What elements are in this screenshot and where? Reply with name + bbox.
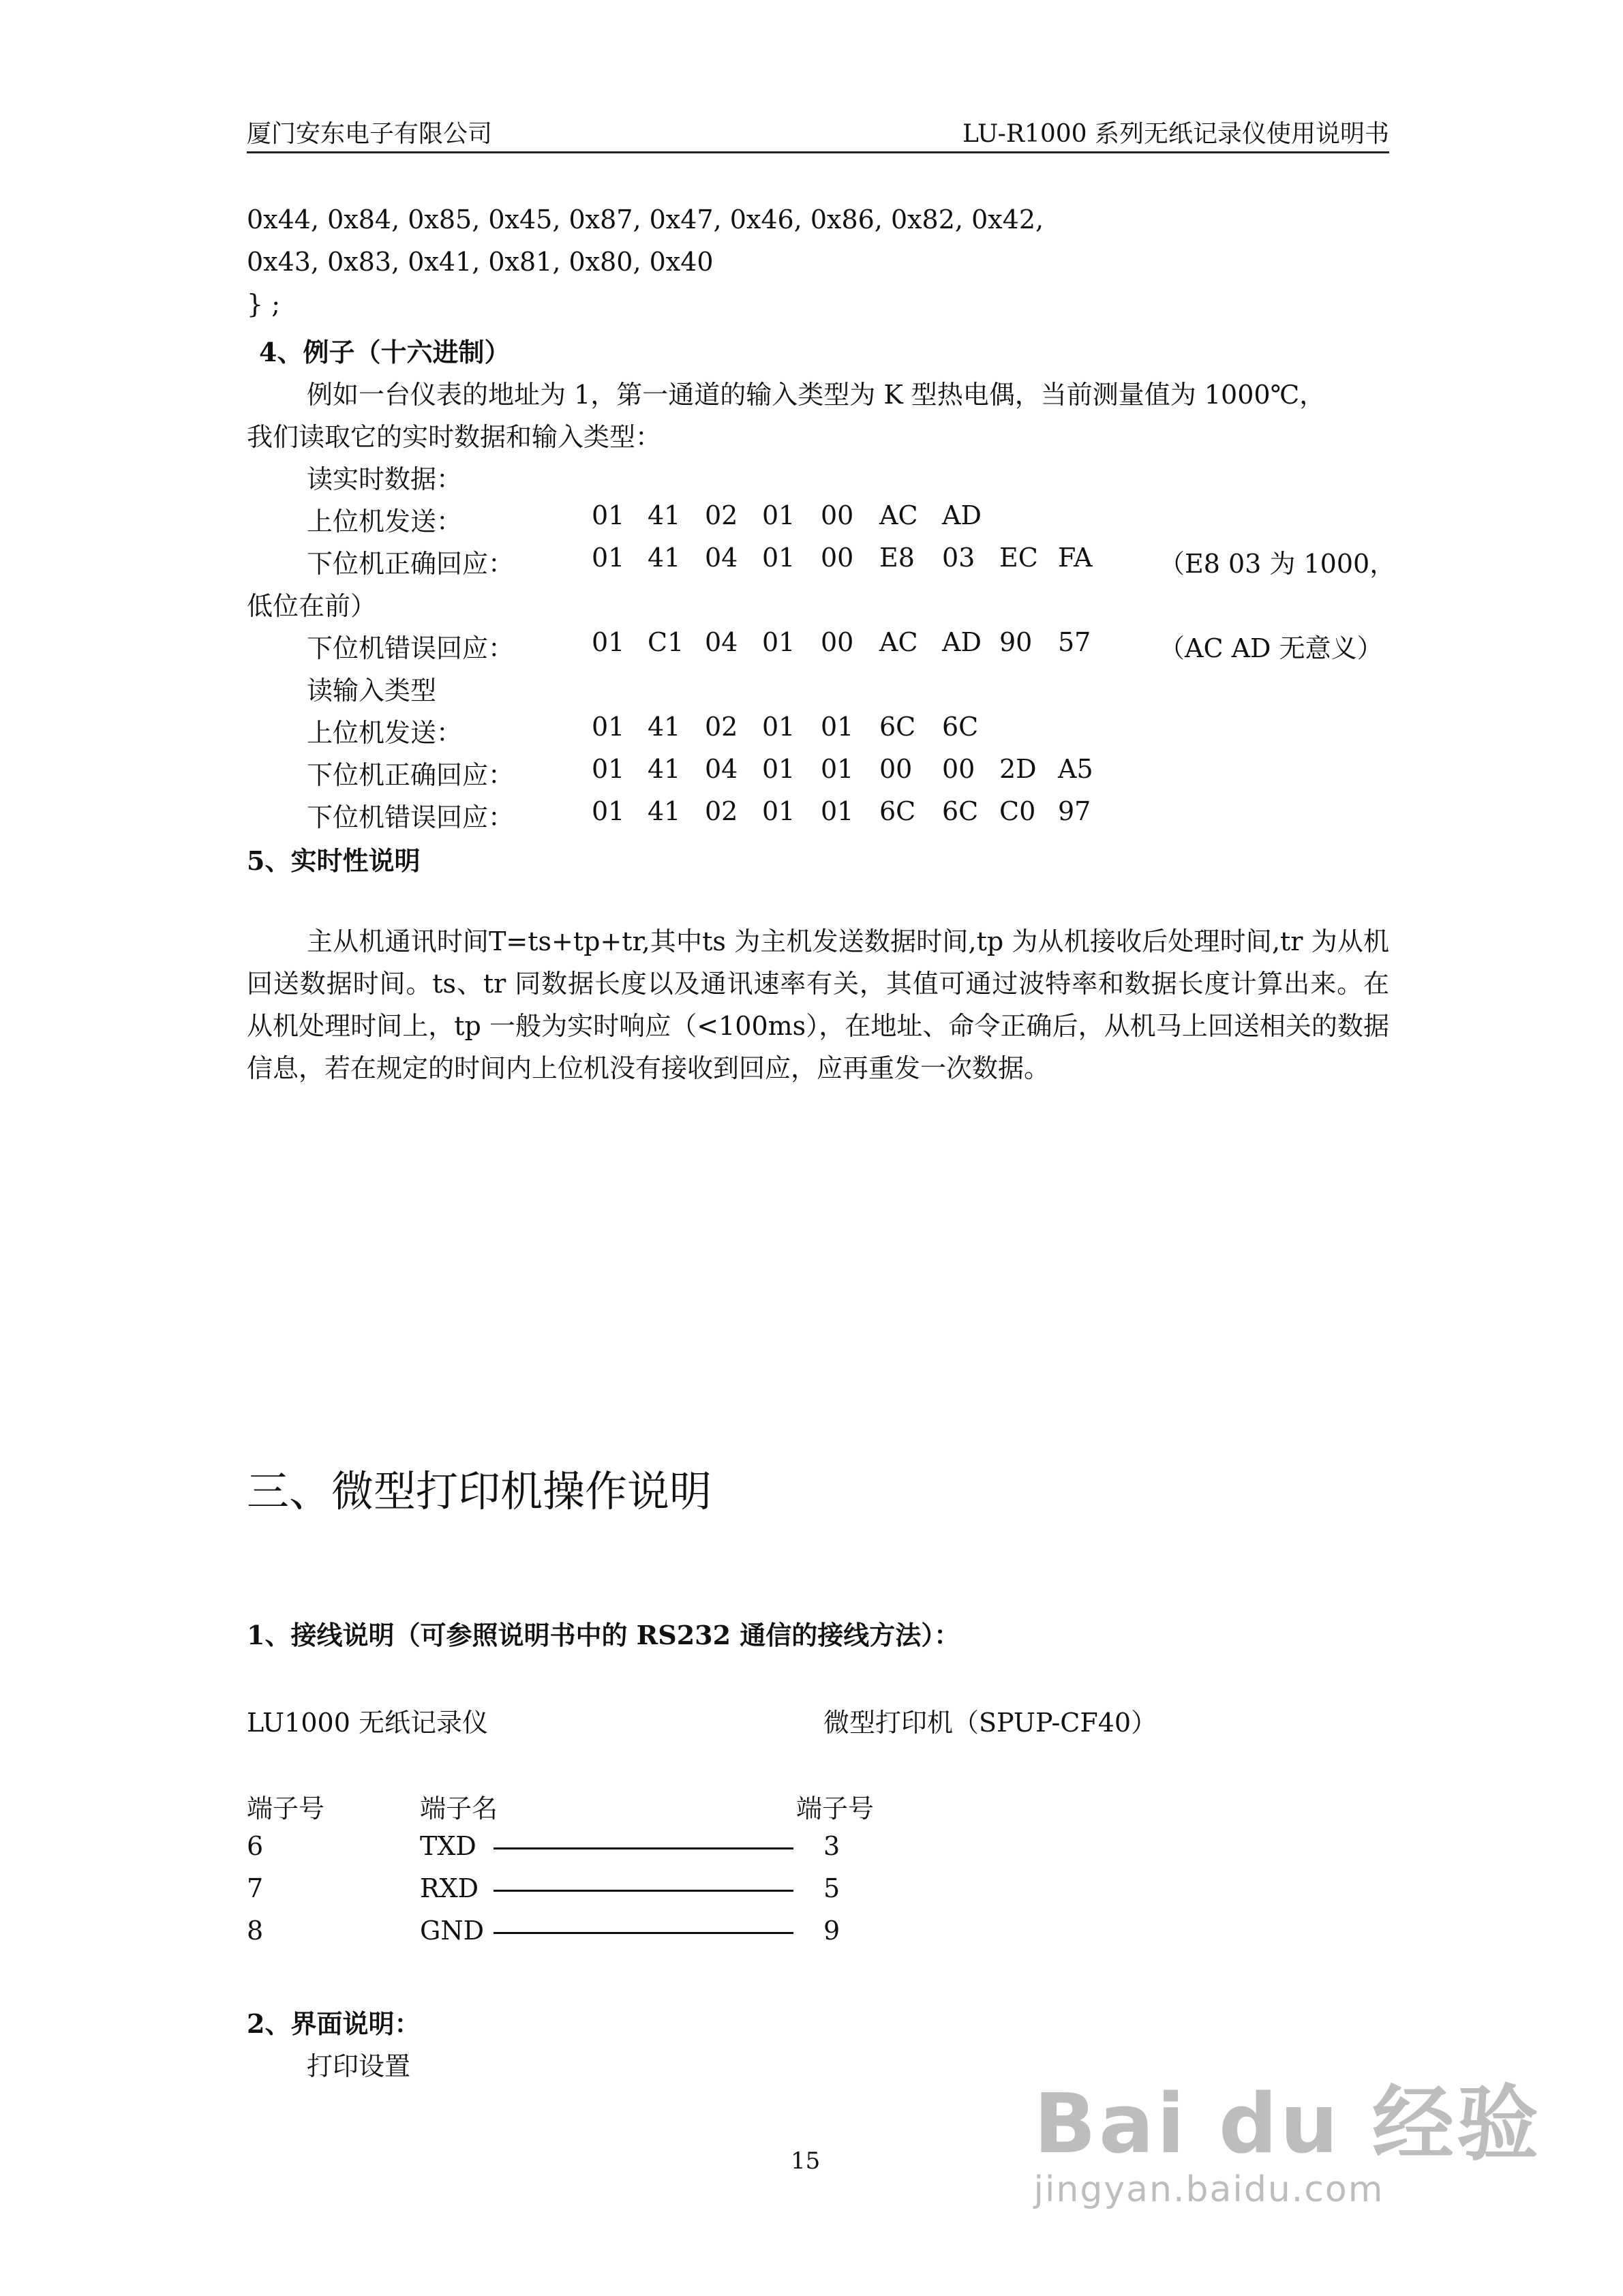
wire-signal-name: TXD: [420, 1831, 476, 1861]
hex-byte: 01: [762, 500, 795, 530]
right-device: 微型打印机（SPUP-CF40）: [823, 1708, 1157, 1738]
hex-byte: 04: [705, 627, 738, 657]
interface-item: 打印设置: [307, 2051, 411, 2081]
example-intro-line1: 例如一台仪表的地址为 1，第一通道的输入类型为 K 型热电偶，当前测量值为 1000℃，: [307, 380, 1326, 410]
example-heading: 4、例子（十六进制）: [259, 337, 511, 367]
hex-byte: 6C: [942, 796, 979, 826]
realtime-heading: 5、实时性说明: [247, 845, 421, 876]
hex-byte: 01: [592, 500, 625, 530]
hex-byte: C0: [999, 796, 1036, 826]
hex-byte: 2D: [999, 754, 1037, 784]
wire-signal-name: GND: [420, 1916, 485, 1946]
watermark: [1034, 2059, 1541, 2210]
page-number: 15: [791, 2147, 821, 2175]
hex-byte: 01: [592, 796, 625, 826]
wire-line: [494, 1890, 793, 1892]
wire-left-terminal: 8: [247, 1916, 264, 1946]
hex-byte: 41: [648, 796, 681, 826]
hex-byte: AD: [942, 627, 982, 657]
code-line-1: 0x44, 0x84, 0x85, 0x45, 0x87, 0x47, 0x46, 0x86, 0x82, 0x42,: [247, 205, 1044, 235]
realtime-paragraph: 主从机通讯时间T=ts+tp+tr,其中ts 为主机发送数据时间,tp 为从机接收后处理时间,tr 为从机回送数据时间。ts、tr 同数据长度以及通讯速率有关，其值可通过波特率和数据长度计算出来。在从机处理时间上，tp 一般为实时响应（<100ms），在地址、命令正确后，从机马上回送相关的数据信息，若在规定的时间内上位机没有接收到回应，应再重发一次数据。: [247, 926, 1389, 1083]
hex-byte: 02: [705, 796, 738, 826]
hex-byte: 01: [762, 754, 795, 784]
hex-byte: 02: [705, 500, 738, 530]
hex-byte: 01: [592, 543, 625, 573]
col-name: 端子名: [420, 1794, 498, 1824]
hex-byte: 90: [999, 627, 1033, 657]
watermark-url: jingyan.baidu.com: [1033, 2169, 1384, 2210]
hex-byte: 00: [879, 754, 913, 784]
wiring-heading: 1、接线说明（可参照说明书中的 RS232 通信的接线方法）：: [247, 1620, 960, 1650]
wire-right-terminal: 9: [823, 1916, 840, 1946]
read-realtime-label: 读实时数据：: [307, 464, 463, 494]
row-label: 下位机正确回应：: [307, 760, 515, 790]
hex-byte: 00: [942, 754, 975, 784]
hex-byte: 97: [1058, 796, 1091, 826]
header-rule: [247, 151, 1389, 153]
header-company: 厦门安东电子有限公司: [247, 120, 493, 148]
hex-byte: E8: [879, 543, 915, 573]
hex-byte: 6C: [942, 712, 979, 742]
hex-byte: 01: [821, 796, 854, 826]
hex-byte: 01: [821, 754, 854, 784]
hex-byte: 41: [648, 500, 681, 530]
read-input-label: 读输入类型: [307, 676, 437, 706]
hex-byte: 01: [592, 754, 625, 784]
hex-byte: 01: [821, 712, 854, 742]
hex-byte: FA: [1058, 543, 1093, 573]
hex-byte: 41: [648, 754, 681, 784]
wire-left-terminal: 7: [247, 1873, 264, 1903]
wire-signal-name: RXD: [420, 1873, 479, 1903]
interface-heading: 2、界面说明：: [247, 2008, 421, 2039]
col-terminal-right: 端子号: [796, 1794, 875, 1824]
hex-byte: 41: [648, 712, 681, 742]
hex-byte: 00: [821, 543, 854, 573]
row-label: 下位机错误回应：: [307, 633, 515, 663]
example-intro-line2: 我们读取它的实时数据和输入类型：: [247, 422, 662, 452]
hex-byte: 01: [762, 796, 795, 826]
row-label: 下位机错误回应：: [307, 802, 515, 832]
wire-right-terminal: 5: [823, 1873, 840, 1903]
hex-byte: EC: [999, 543, 1038, 573]
row-label: 下位机正确回应：: [307, 549, 515, 579]
hex-byte: 01: [762, 712, 795, 742]
hex-byte: 57: [1058, 627, 1091, 657]
hex-byte: AC: [879, 500, 918, 530]
wire-right-terminal: 3: [823, 1831, 840, 1861]
hex-byte: 00: [821, 500, 854, 530]
row-label: 上位机发送：: [307, 507, 463, 537]
hex-byte: 01: [592, 712, 625, 742]
code-line-2: 0x43, 0x83, 0x41, 0x81, 0x80, 0x40: [247, 247, 714, 277]
hex-byte: A5: [1058, 754, 1093, 784]
hex-byte: 6C: [879, 712, 916, 742]
row-note-continuation: 低位在前）: [247, 591, 377, 621]
hex-byte: 41: [648, 543, 681, 573]
hex-byte: 03: [942, 543, 975, 573]
hex-byte: 00: [821, 627, 854, 657]
left-device: LU1000 无纸记录仪: [247, 1708, 488, 1738]
wire-line: [494, 1932, 793, 1934]
hex-byte: 04: [705, 543, 738, 573]
watermark-logo: Bai du 经验: [1033, 2077, 1541, 2172]
hex-byte: 01: [762, 627, 795, 657]
col-terminal: 端子号: [247, 1794, 325, 1824]
wire-line: [494, 1847, 793, 1849]
hex-byte: 01: [592, 627, 625, 657]
row-note: （AC AD 无意义）: [1159, 633, 1383, 663]
hex-byte: AD: [942, 500, 982, 530]
hex-byte: 01: [762, 543, 795, 573]
row-label: 上位机发送：: [307, 718, 463, 748]
code-line-3: } ;: [247, 289, 281, 319]
hex-byte: C1: [648, 627, 684, 657]
hex-byte: 6C: [879, 796, 916, 826]
hex-byte: AC: [879, 627, 918, 657]
wire-left-terminal: 6: [247, 1831, 264, 1861]
header-doc-title: LU-R1000 系列无纸记录仪使用说明书: [962, 120, 1389, 148]
chapter-title: 三、微型打印机操作说明: [247, 1466, 712, 1516]
hex-byte: 02: [705, 712, 738, 742]
hex-byte: 04: [705, 754, 738, 784]
row-note: （E8 03 为 1000，: [1159, 549, 1396, 579]
